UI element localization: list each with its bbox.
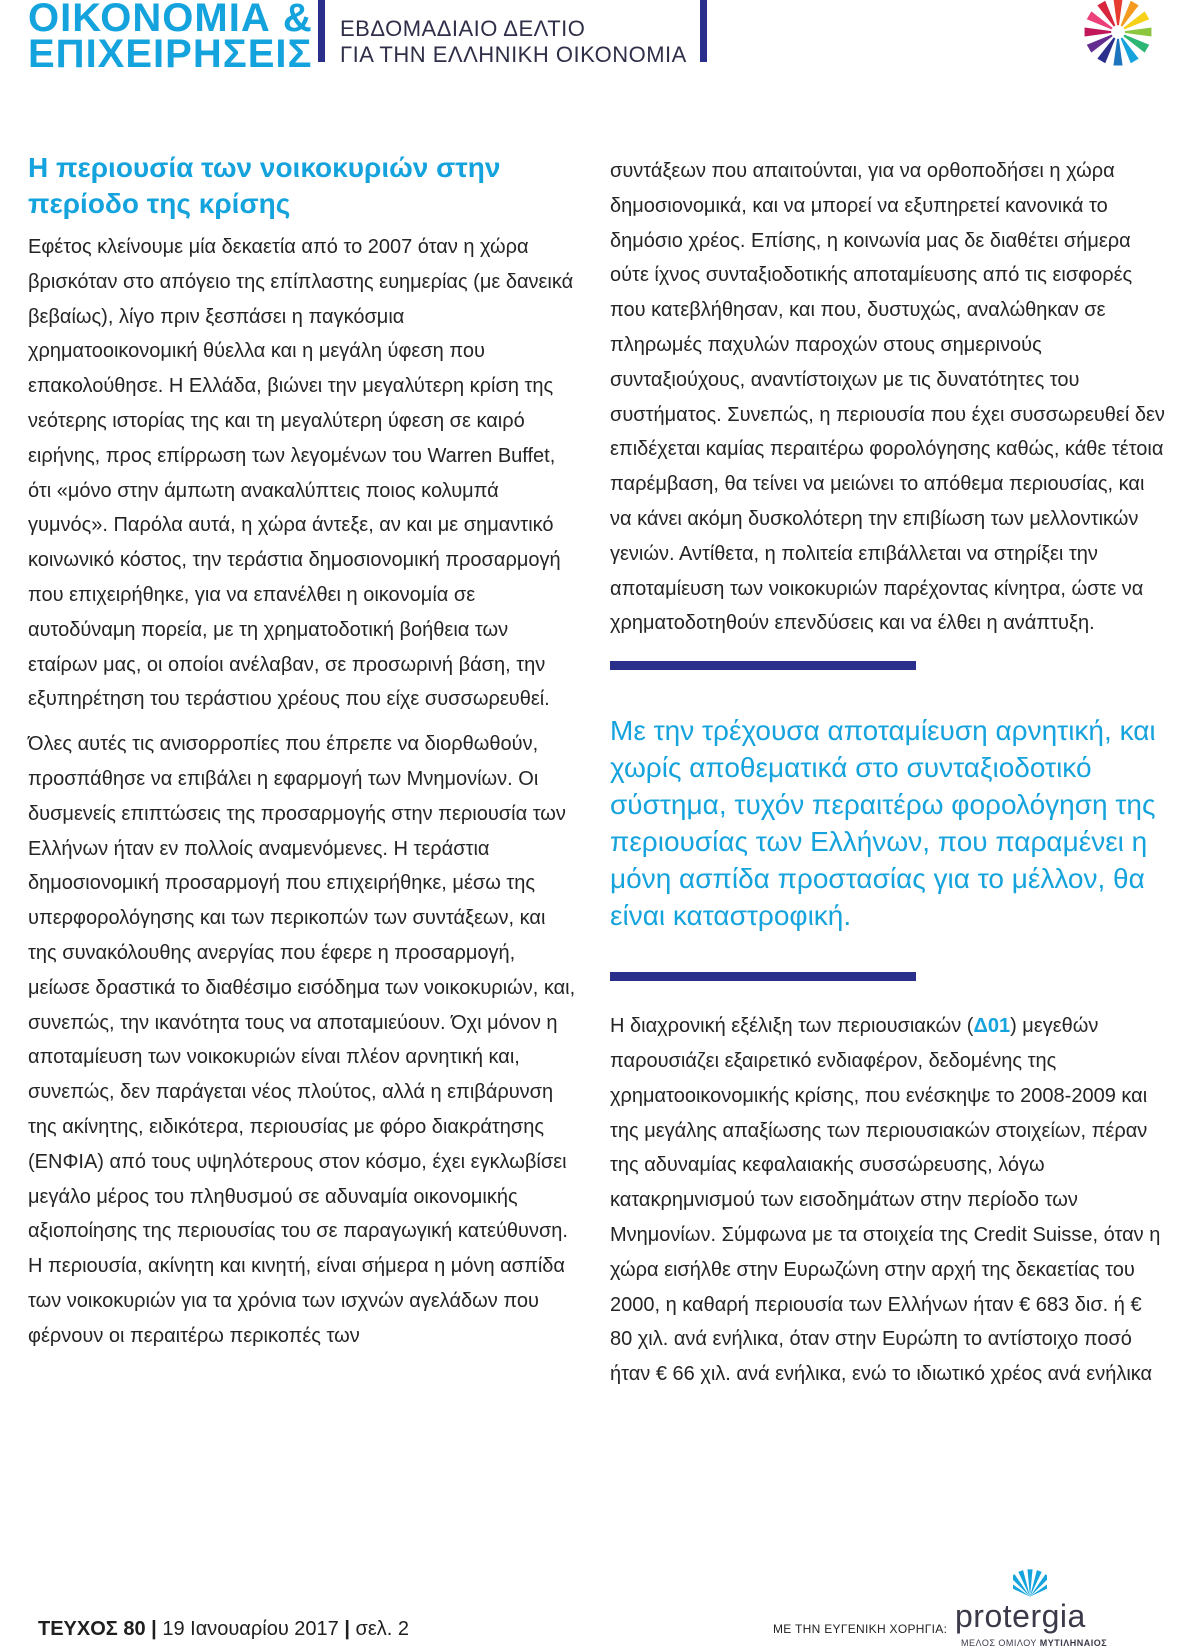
article-title: Η περιουσία των νοικοκυριών στην περίοδο της κρίσης xyxy=(28,152,501,219)
chart-reference-link[interactable]: Δ01 xyxy=(973,1015,1011,1038)
fan-logo-icon xyxy=(1013,1566,1047,1600)
pull-quote: Με την τρέχουσα αποταμίευση αρνητική, και χωρίς αποθεματικά στο συνταξιοδοτικό σύστημα, τυχόν περαιτέρω φορολόγηση της περιουσίας των Ελλήνων, που παραμένει η μόνη ασπίδα προστασίας για το μέλλον, θα είναι καταστροφική. xyxy=(610,715,1156,932)
footer-separator: | xyxy=(338,1618,356,1640)
footer-separator: | xyxy=(145,1618,163,1640)
header-divider-right xyxy=(700,0,707,62)
pull-quote-rule-top xyxy=(610,661,916,670)
issue-number: ΤΕΥΧΟΣ 80 xyxy=(38,1618,146,1640)
masthead-line-2: ΕΠΙΧΕΙΡΗΣΕΙΣ xyxy=(28,32,313,76)
newsletter-subtitle xyxy=(340,16,687,68)
paragraph-text-after: ) μεγεθών παρουσιάζει εξαιρετικό ενδιαφέρον, δεδομένης της χρηματοοικονομικής κρίσης, που ενέσκηψε το 2008-2009 και της μεγάλης απαξίωσης των περιουσιακών στοιχείων, πέραν της αδυναμίας κεφαλαιακής συσσώρευσης, λόγω κατακρημνισμού των εισοδημάτων στην περίοδο των Μνημονίων. Σύμφωνα με τα στοιχεία της Credit Suisse, όταν η χώρα εισήλθε στην Ευρωζώνη στην αρχή της δεκαετίας του 2000, η καθαρή περιουσία των Ελλήνων ήταν € 683 δισ. ή € 80 χιλ. ανά ενήλικα, όταν στην Ευρώπη το αντίστοιχο ποσό ήταν € 66 χιλ. ανά ενήλικα, ενώ το ιδιωτικό χρέος ανά ενήλικα xyxy=(610,1015,1161,1386)
sponsor-label: ΜΕ ΤΗΝ ΕΥΓΕΝΙΚΗ ΧΟΡΗΓΙΑ: xyxy=(773,1622,948,1636)
brand-name: protergia xyxy=(955,1598,1086,1634)
article-right-column xyxy=(610,154,1168,1392)
article-paragraph: Όλες αυτές τις ανισορροπίες που έπρεπε να διορθωθούν, προσπάθησε να επιβάλει η εφαρμογή των Μνημονίων. Οι δυσμενείς επιπτώσεις της προσαρμογής στην περιουσία των Ελλήνων ήταν εν πολλοίς αναμενόμενες. Η τεράστια δημοσιονομική προσαρμογή που επιχειρήθηκε, μέσω της υπερφορολόγησης και των περικοπών των συντάξεων, και της συνακόλουθης ανεργίας που έφερε η προσαρμογή, μείωσε δραστικά το διαθέσιμο εισόδημα των νοικοκυριών, και, συνεπώς, την ικανότητα τους να αποταμιεύουν. Όχι μόνον η αποταμίευση των νοικοκυριών είναι πλέον αρνητική και, συνεπώς, δεν παράγεται νέος πλούτος, αλλά η επιβάρυνση της ακίνητης, ειδικότερα, περιουσίας με φόρο διακράτησης (ΕΝΦΙΑ) από τους υψηλότερους στον κόσμο, έχει εγκλωβίσει μεγάλο μέρος του πληθυσμού σε αδυναμία οικονομικής αξιοποίησης της περιουσίας του σε παραγωγική κατεύθυνση. Η περιουσία, ακίνητη και κινητή, είναι σήμερα η μόνη ασπίδα των νοικοκυριών για τα χρόνια των ισχνών αγελάδων που φέρνουν οι περαιτέρω περικοπές των xyxy=(28,733,576,1347)
sponsor-logo xyxy=(955,1560,1108,1650)
subtitle-line-2: ΓΙΑ ΤΗΝ ΕΛΛΗΝΙΚΗ ΟΙΚΟΝΟΜΙΑ xyxy=(340,42,687,67)
article-paragraph: συντάξεων που απαιτούνται, για να ορθοποδήσει η χώρα δημοσιονομικά, και να μπορεί να εξυπηρετεί κανονικά το δημόσιο χρέος. Επίσης, η κοινωνία μας δε διαθέτει σήμερα ούτε ίχνος συνταξιοδοτικής αποταμίευσης από τις εισφορές που κατεβλήθησαν, και που, δυστυχώς, αναλώθηκαν σε πληρωμές παχυλών παροχών στους σημερινούς συνταξιούχους, αναντίστοιχων με τις δυνατότητες του συστήματος. Συνεπώς, η περιουσία που έχει συσσωρευθεί δεν επιδέχεται καμίας περαιτέρω φορολόγησης καθώς, κάθε τέτοια παρέμβαση, θα τείνει να μειώνει το απόθεμα περιουσίας, και να κάνει ακόμη δυσκολότερη την επιβίωση των μελλοντικών γενιών. Αντίθετα, η πολιτεία επιβάλλεται να στηρίξει την αποταμίευση των νοικοκυριών παρέχοντας κίνητρα, ώστε να χρηματοδοτηθούν επενδύσεις και να έλθει η ανάπτυξη. xyxy=(610,160,1165,635)
starburst-logo-icon xyxy=(1080,0,1156,70)
subtitle-line-1: ΕΒΔΟΜΑΔΙΑΙΟ ΔΕΛΤΙΟ xyxy=(340,16,586,41)
masthead-line-1: ΟΙΚΟΝΟΜΙΑ & xyxy=(28,0,313,40)
brand-tag-group: ΜΥΤΙΛΗΝΑΙΟΣ xyxy=(1039,1638,1108,1648)
brand-tagline xyxy=(961,1638,1107,1648)
pull-quote-rule-bottom xyxy=(610,972,916,981)
brand-tag-prefix: ΜΕΛΟΣ ΟΜΙΛΟΥ xyxy=(961,1638,1040,1648)
header-divider-left xyxy=(318,0,325,62)
issue-date: 19 Ιανουαρίου 2017 xyxy=(162,1618,339,1640)
paragraph-text-before: Η διαχρονική εξέλιξη των περιουσιακών ( xyxy=(610,1015,974,1038)
article-left-column xyxy=(28,150,576,1354)
article-paragraph: Εφέτος κλείνουμε μία δεκαετία από το 2007 όταν η χώρα βρισκόταν στο απόγειο της επίπλαστης ευημερίας (με δανεικά βεβαίως), λίγο πριν ξεσπάσει η παγκόσμια χρηματοοικονομική θύελλα και η μεγάλη ύφεση που επακολούθησε. Η Ελλάδα, βιώνει την μεγαλύτερη κρίση της νεότερης ιστορίας της και τη μεγαλύτερη ύφεση σε καιρό ειρήνης, προς επίρρωση των λεγομένων του Warren Buffet, ότι «μόνο στην άμπωτη ανακαλύπτεις ποιος κολυμπά γυμνός». Παρόλα αυτά, η χώρα άντεξε, αν και με σημαντικό κοινωνικό κόστος, την τεράστια δημοσιονομική προσαρμογή που επιχειρήθηκε, για να επανέλθει η οικονομία σε αυτοδύναμη πορεία, με τη χρηματοδοτική βοήθεια των εταίρων μας, οι οποίοι ανέλαβαν, σε προσωρινή βάση, την εξυπηρέτηση του τεράστιου χρέους που είχε συσσωρευθεί. xyxy=(28,236,574,711)
page-number: σελ. 2 xyxy=(355,1618,410,1640)
masthead xyxy=(28,0,318,76)
article-paragraph xyxy=(610,1009,1168,1392)
footer-issue-info xyxy=(38,1618,409,1641)
